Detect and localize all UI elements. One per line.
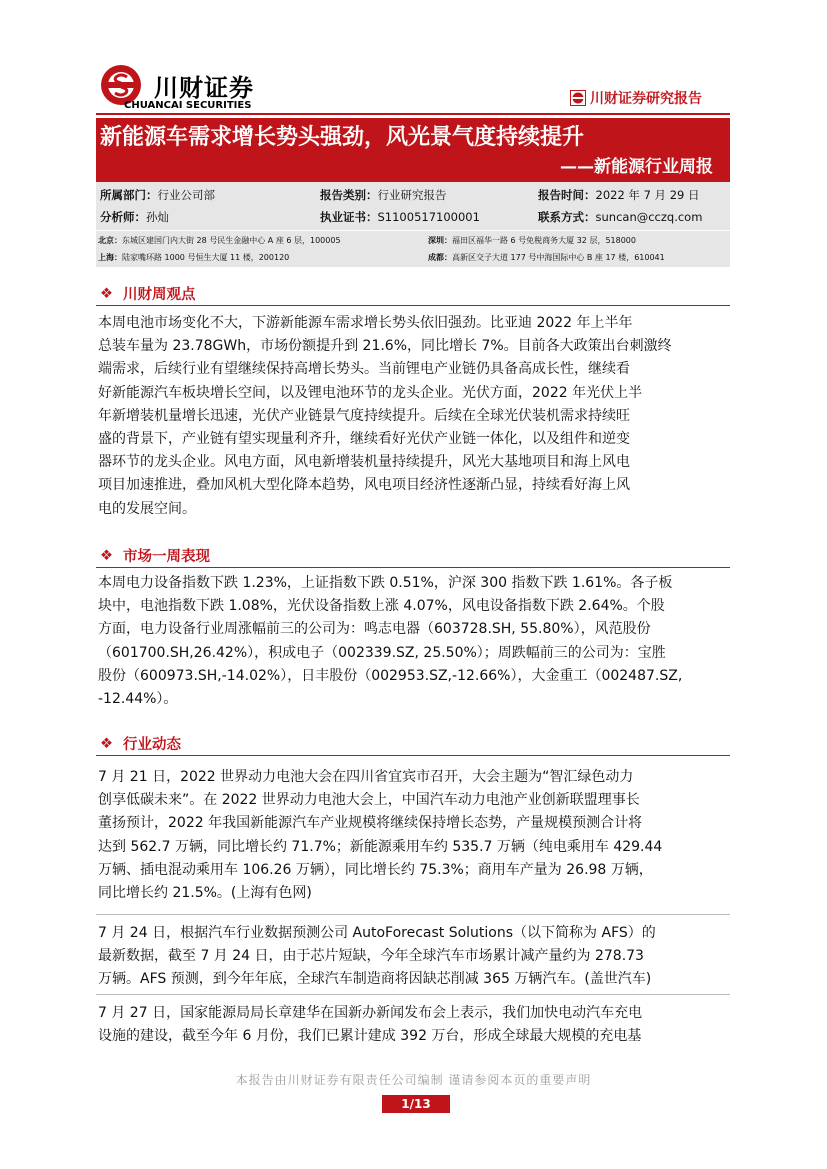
dept-label: 所属部门： [100, 188, 158, 202]
section-divider [96, 567, 730, 568]
section-divider [96, 305, 730, 306]
paragraph-divider [96, 994, 730, 995]
beijing-address: 东城区建国门内大街 28 号民生金融中心 A 座 6 层，100005 [122, 236, 341, 245]
industry-paragraph-3: 7 月 27 日，国家能源局局长章建华在国新办新闻发布会上表示，我们加快电动汽车充电 设施的建设，截至今年 6 月份，我们已累计建成 392 万台，形成全球最大规模的充电基 [98, 1005, 643, 1045]
report-subtitle: ——新能源行业周报 [560, 157, 713, 177]
section-title: 行业动态 [123, 737, 181, 753]
section-title: 川财周观点 [123, 287, 196, 303]
diamond-bullet-icon: ❖ [100, 735, 113, 752]
contact-value[interactable]: suncan@cczq.com [595, 210, 703, 224]
analyst-value: 孙灿 [146, 210, 169, 224]
chengdu-address: 高新区交子大道 177 号中海国际中心 B 座 17 楼，610041 [452, 253, 665, 262]
report-label-text: 川财证券研究报告 [590, 91, 702, 107]
brand-name-en: CHUANCAI SECURITIES [124, 100, 252, 111]
beijing-label: 北京： [98, 236, 122, 245]
analyst-label: 分析师： [100, 210, 146, 224]
time-value: 2022 年 7 月 29 日 [595, 188, 700, 202]
section-divider [96, 755, 730, 756]
paragraph-divider [96, 914, 730, 915]
report-title: 新能源车需求增长势头强劲，风光景气度持续提升 [100, 125, 585, 150]
time-label: 报告时间： [538, 188, 596, 202]
weekly-view-paragraph: 本周电池市场变化不大，下游新能源车需求增长势头依旧强劲。比亚迪 2022 年上半年 总装车量为 23.78GWh，市场份额提升到 21.6%，同比增长 7%。目前各大政策出台刺激终 端需求，后续行业有望继续保持高增长势头。当前锂电产业链仍具备高成长性，继续看 好新能源汽车板块增长空间，以及锂电池环节的龙头企业。光伏方面，2022 年光伏上半 年新增装机量增长迅速，光伏产业链景气度持续提升。后续在全球光伏装机需求持续旺 盛的背景下，产业链有望实现量利齐升，继续看好光伏产业链一体化，以及组件和逆变 器环节的龙头企业。风电方面，风电新增装机量持续提升，风光大基地项目和海上风电 项目加速推进，叠加风机大型化降本趋势，风电项目经济性逐渐凸显，持续看好海上风 电的发展空间。 [98, 315, 672, 517]
chengdu-label: 成都： [428, 253, 452, 262]
section-title: 市场一周表现 [123, 549, 210, 565]
small-logo-icon [570, 90, 586, 106]
diamond-bullet-icon: ❖ [100, 547, 113, 564]
section-market-heading [100, 545, 210, 566]
industry-paragraph-1: 7 月 21 日，2022 世界动力电池大会在四川省宜宾市召开，大会主题为“智汇绿色动力 创享低碳未来”。在 2022 世界动力电池大会上，中国汽车动力电池产业创新联盟理事长 董扬预计，2022 年我国新能源汽车产业规模将继续保持增长态势，产量规模预测合计将 达到 562.7 万辆，同比增长约 71.7%；新能源乘用车约 535.7 万辆（纯电乘用车 429.44 万辆、插电混动乘用车 106.26 万辆），同比增长约 75.3%；商用车产量为 26.98 万辆， 同比增长约 21.5%。(上海有色网) [98, 769, 663, 902]
market-paragraph: 本周电力设备指数下跌 1.23%，上证指数下跌 0.51%，沪深 300 指数下跌 1.61%。各子板 块中，电池指数下跌 1.08%，光伏设备指数上涨 4.07%，风电设备指数下跌 2.64%。个股 方面，电力设备行业周涨幅前三的公司为：鸣志电器（603728.SH, 55.80%），风范股份 （601700.SH,26.42%），积成电子（002339.SZ, 25.50%）；周跌幅前三的公司为：宝胜 股份（600973.SH,-14.02%），日丰股份（002953.SZ,-12.66%），大金重工（002487.SZ, -12.44%）。 [98, 575, 683, 708]
shanghai-address: 陆家嘴环路 1000 号恒生大厦 11 楼，200120 [122, 253, 290, 262]
diamond-bullet-icon: ❖ [100, 285, 113, 302]
page-number: 1/13 [382, 1095, 450, 1113]
report-meta [96, 182, 730, 230]
cert-label: 执业证书： [320, 210, 378, 224]
footer-disclaimer: 本报告由川财证券有限责任公司编制 谨请参阅本页的重要声明 [235, 1073, 592, 1087]
shanghai-label: 上海： [98, 253, 122, 262]
section-weekly-view-heading [100, 283, 196, 304]
dept-value: 行业公司部 [157, 188, 215, 202]
cert-value: S1100517100001 [377, 210, 480, 224]
section-industry-heading [100, 733, 181, 754]
contact-label: 联系方式： [538, 210, 596, 224]
type-label: 报告类别： [320, 188, 378, 202]
type-value: 行业研究报告 [377, 188, 447, 202]
report-label [570, 88, 702, 108]
shenzhen-label: 深圳： [428, 236, 452, 245]
brand-name-cn: 川财证券 [154, 74, 254, 102]
header-divider [96, 113, 730, 115]
industry-paragraph-2: 7 月 24 日，根据汽车行业数据预测公司 AutoForecast Solutions（以下简称为 AFS）的 最新数据，截至 7 月 24 日，由于芯片短缺，今年全球汽车市场累计减产量约为 278.73 万辆。AFS 预测，到今年年底，全球汽车制造商将因缺芯削减 365 万辆汽车。(盖世汽车) [98, 925, 656, 988]
office-addresses [96, 231, 730, 267]
shenzhen-address: 福田区福华一路 6 号免税商务大厦 32 层，518000 [452, 236, 636, 245]
